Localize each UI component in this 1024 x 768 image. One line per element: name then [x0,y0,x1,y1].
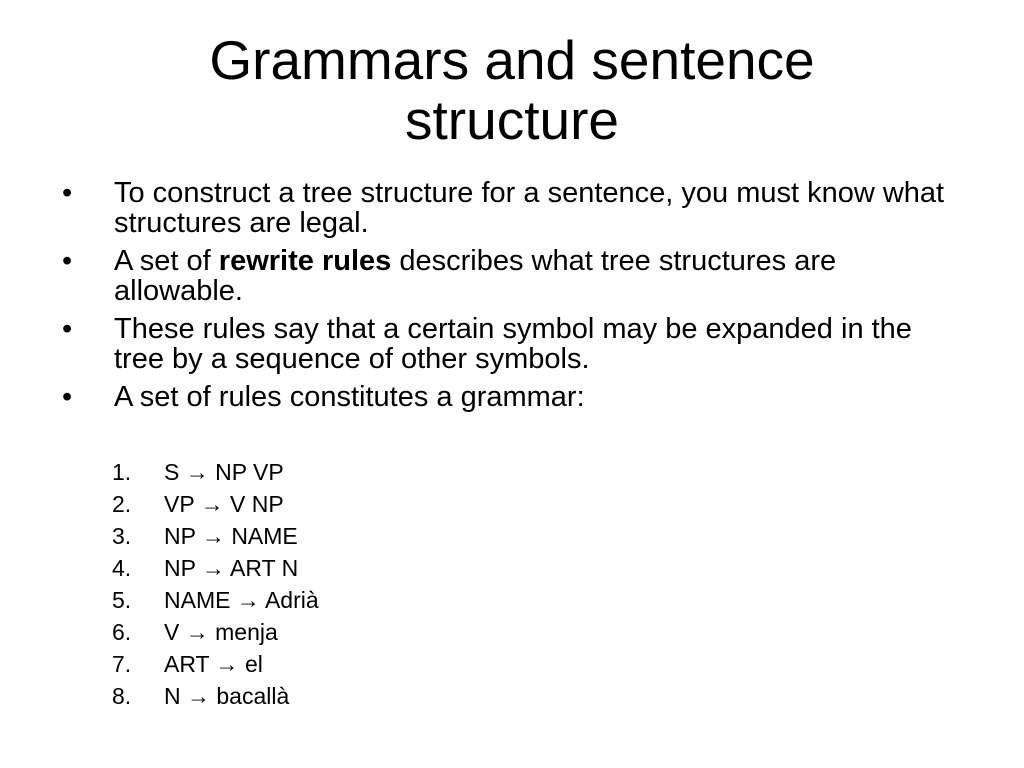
title-line-1: Grammars and sentence [209,29,815,91]
bullet-text [114,245,836,307]
rule-text: NAME → Adrià [164,587,319,613]
rule-number: 6. [112,619,132,645]
grammar-rule [112,584,319,616]
bullet-text: To construct a tree structure for a sentence, you must know what structures are legal. [114,177,945,239]
rule-number: 4. [112,555,132,581]
bullet-text: These rules say that a certain symbol may be expanded in the tree by a sequence of other symbols. [114,313,912,375]
rule-text: VP → V NP [164,491,284,517]
grammar-rule [112,552,319,584]
bullet-dot: • [62,381,73,413]
grammar-rule [112,616,319,648]
rule-text: S → NP VP [164,459,284,485]
rule-text: NP → NAME [164,523,298,549]
grammar-rule [112,488,319,520]
grammar-rule-list [112,456,319,712]
title-line-2: structure [405,89,619,151]
rule-text: V → menja [164,619,278,645]
bullet-item [60,382,960,412]
bullet-item [60,178,960,238]
rule-number: 7. [112,651,132,677]
rule-number: 1. [112,459,132,485]
bullet-list [60,178,960,420]
grammar-rule [112,456,319,488]
grammar-rule [112,648,319,680]
bullet-dot: • [62,177,73,209]
bullet-text: A set of rules constitutes a grammar: [114,381,585,413]
bullet-item [60,314,960,374]
rule-text: NP → ART N [164,555,299,581]
grammar-rule [112,520,319,552]
bullet-item [60,246,960,306]
rule-number: 3. [112,523,132,549]
rule-number: 8. [112,683,132,709]
bullet-dot: • [62,313,73,345]
grammar-rule [112,680,319,712]
rule-text: ART → el [164,651,263,677]
bullet-text-pre: A set of [114,245,219,277]
bullet-text-bold: rewrite rules [218,245,392,277]
bullet-text-post: describes what tree structures are allowable. [114,245,837,307]
rule-number: 2. [112,491,132,517]
rule-text: N → bacallà [164,683,290,709]
bullet-dot: • [62,245,73,277]
slide-title [60,30,964,150]
rule-number: 5. [112,587,132,613]
